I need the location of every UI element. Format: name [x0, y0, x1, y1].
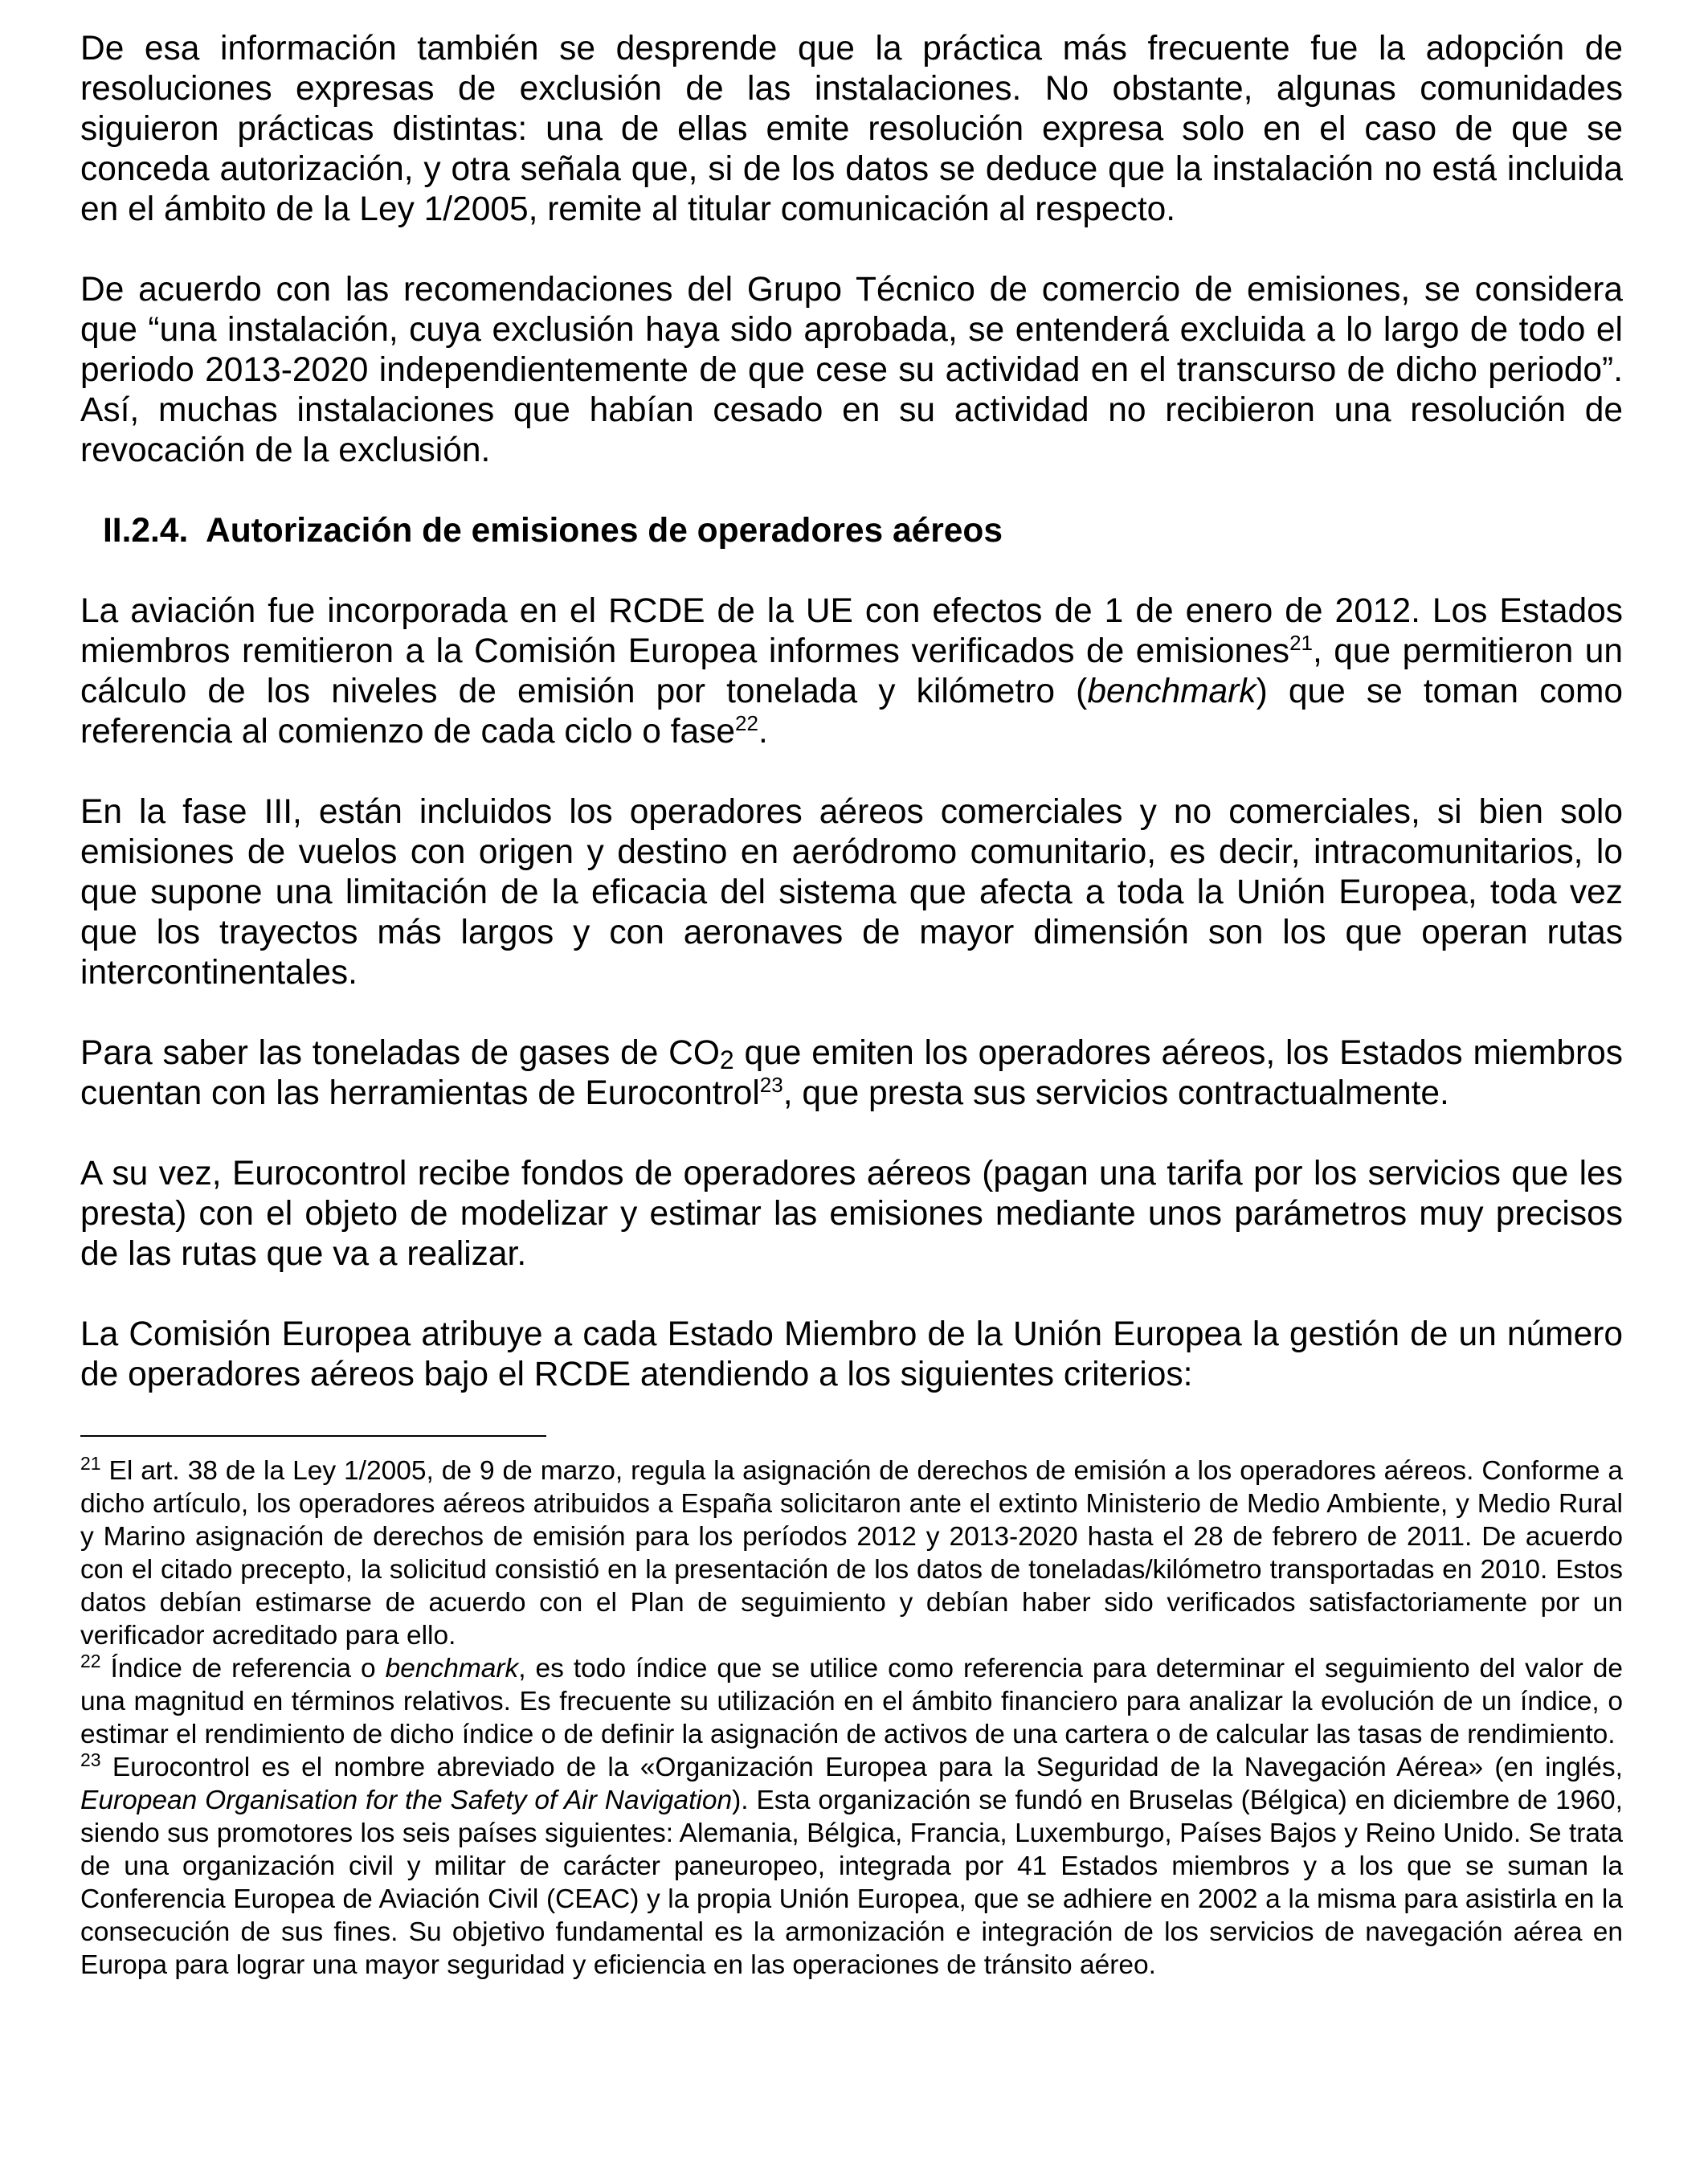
italic-term: European Organisation for the Safety of Air Navigation [80, 1786, 733, 1815]
footnote-21 [80, 1454, 1623, 1652]
section-title: Autorización de emisiones de operadores aéreos [206, 512, 1003, 550]
text-segment: , que permitieron un cálculo de los niveles de emisión por tonelada y kilómetro ( [80, 632, 1623, 710]
text-segment: . [758, 713, 768, 751]
paragraph-co2 [80, 1033, 1623, 1114]
paragraph-phase-three: En la fase III, están incluidos los operadores aéreos comerciales y no comerciales, si bien solo emisiones de vuelos con origen y destino en aeródromo comunitario, es decir, intracomunitarios, lo que supone una limitación de la eficacia del sistema que afecta a toda la Unión Europea, toda vez que los trayectos más largos y con aeronaves de mayor dimensión son los que operan rutas intercontinentales. [80, 793, 1623, 992]
footnote-ref-22[interactable]: 22 [735, 710, 758, 735]
paragraph-exclusion-practices: De esa información también se desprende que la práctica más frecuente fue la adopción de resoluciones expresas de exclusión de las instalaciones. No obstante, algunas comunidades siguieron prácticas distintas: una de ellas emite resolución expresa solo en el caso de que se conceda autorización, y otra señala que, si de los datos se deduce que la instalación no está incluida en el ámbito de la Ley 1/2005, remite al titular comunicación al respecto. [80, 30, 1623, 228]
text-segment: ) que se toman como referencia al comienzo de cada ciclo o fase [80, 673, 1623, 751]
section-number: II.2.4. [103, 512, 189, 550]
footnote-number: 23 [80, 1749, 101, 1770]
text-segment: Para saber las toneladas de gases de CO [80, 1034, 720, 1072]
text-segment: , que presta sus servicios contractualmente. [782, 1074, 1449, 1112]
paragraph-commission-criteria: La Comisión Europea atribuye a cada Estado Miembro de la Unión Europea la gestión de un número de operadores aéreos bajo el RCDE atendiendo a los siguientes criterios: [80, 1315, 1623, 1393]
footnote-22 [80, 1652, 1623, 1751]
footnote-text: , es todo índice que se utilice como referencia para determinar el seguimiento del valor de una magnitud en términos relativos. Es frecuente su utilización en el ámbito financiero para analizar la evolución de un índice, o estimar el rendimiento de dicho índice o de definir la asignación de activos de una cartera o de calcular las tasas de rendimiento. [80, 1654, 1623, 1749]
footnote-number: 22 [80, 1650, 101, 1671]
italic-term: benchmark [1087, 673, 1256, 710]
paragraph-technical-group: De acuerdo con las recomendaciones del Grupo Técnico de comercio de emisiones, se considera que “una instalación, cuya exclusión haya sido aprobada, se entenderá excluida a lo largo de todo el periodo 2013-2020 independientemente de que cese su actividad en el transcurso de dicho periodo”. Así, muchas instalaciones que habían cesado en su actividad no recibieron una resolución de revocación de la exclusión. [80, 271, 1623, 469]
footnote-text: El art. 38 de la Ley 1/2005, de 9 de marzo, regula la asignación de derechos de emisión a los operadores aéreos. Conforme a dicho artículo, los operadores aéreos atribuidos a España solicitaron ante el extinto Ministerio de Medio Ambiente, y Medio Rural y Marino asignación de derechos de emisión para los períodos 2012 y 2013-2020 hasta el 28 de febrero de 2011. De acuerdo con el citado precepto, la solicitud consistió en la presentación de los datos de toneladas/kilómetro transportadas en 2010. Estos datos debían estimarse de acuerdo con el Plan de seguimiento y debían haber sido verificados satisfactoriamente por un verificador acreditado para ello. [80, 1456, 1623, 1651]
footnote-text: Índice de referencia o [100, 1654, 386, 1683]
footnote-ref-21[interactable]: 21 [1289, 630, 1313, 655]
paragraph-eurocontrol-funding: A su vez, Eurocontrol recibe fondos de operadores aéreos (pagan una tarifa por los servicios que les presta) con el objeto de modelizar y estimar las emisiones mediante unos parámetros muy precisos de las rutas que va a realizar. [80, 1155, 1623, 1273]
footnote-23 [80, 1751, 1623, 1982]
footnote-text: ). Esta organización se fundó en Bruselas (Bélgica) en diciembre de 1960, siendo sus promotores los seis países siguientes: Alemania, Bélgica, Francia, Luxemburgo, Países Bajos y Reino Unido. Se trata de una organización civil y militar de carácter paneuropeo, integrada por 41 Estados miembros y a los que se suman la Conferencia Europea de Aviación Civil (CEAC) y la propia Unión Europea, que se adhiere en 2002 a la misma para asistirla en la consecución de sus fines. Su objetivo fundamental es la armonización e integración de los servicios de navegación aérea en Europa para lograr una mayor seguridad y eficiencia en las operaciones de tránsito aéreo. [80, 1786, 1623, 1980]
paragraph-aviation [80, 591, 1623, 752]
text-segment: La aviación fue incorporada en el RCDE de la UE con efectos de 1 de enero de 2012. Los Estados miembros remitieron a la Comisión Europea informes verificados de emisiones [80, 592, 1623, 670]
text-segment: que emiten los operadores aéreos, los Estados miembros cuentan con las herramientas de Eurocontrol [80, 1034, 1624, 1112]
section-heading [103, 511, 1623, 551]
footnote-separator [80, 1435, 546, 1437]
footnote-ref-23[interactable]: 23 [759, 1072, 783, 1097]
italic-term: benchmark [385, 1654, 519, 1683]
document-page [80, 29, 1623, 1982]
footnote-text: Eurocontrol es el nombre abreviado de la «Organización Europea para la Seguridad de la Navegación Aérea» (en inglés, [100, 1753, 1623, 1782]
subscript: 2 [719, 1045, 734, 1074]
footnote-number: 21 [80, 1452, 101, 1474]
